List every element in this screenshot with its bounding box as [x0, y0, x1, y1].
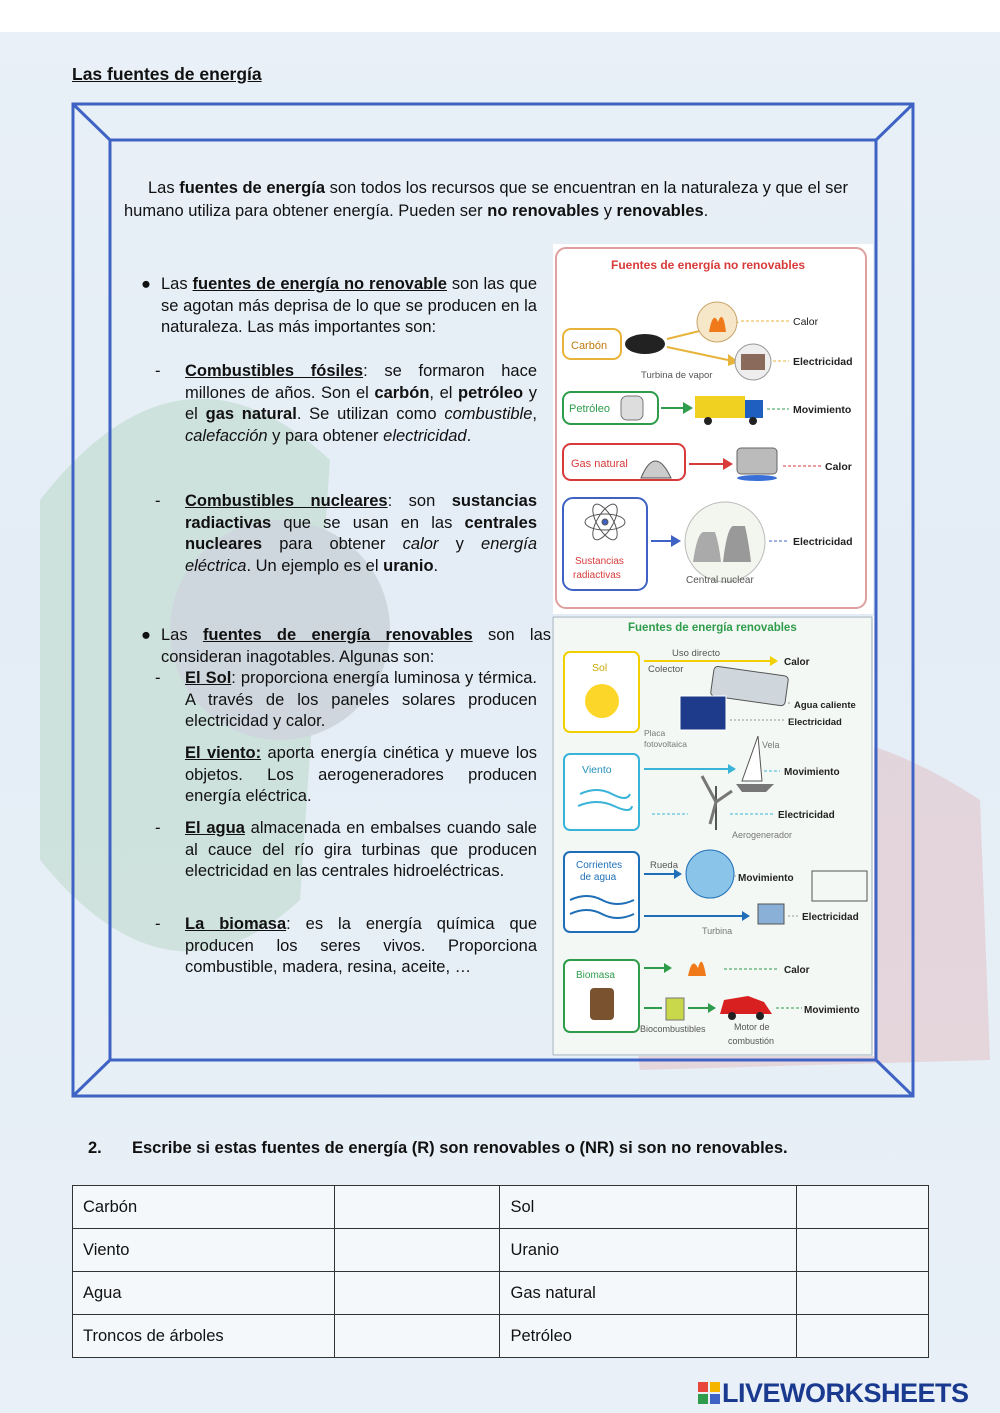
- table-row: [73, 1272, 929, 1315]
- item-el-viento: El viento: aporta energía cinética y mueve los objetos. Los aerogeneradores producen energía eléctrica.: [185, 744, 537, 805]
- svg-text:Calor: Calor: [784, 657, 810, 668]
- svg-text:de agua: de agua: [580, 872, 617, 883]
- logo-icon: [698, 1382, 720, 1404]
- svg-text:Electricidad: Electricidad: [802, 912, 859, 923]
- source-label: Carbón: [73, 1186, 335, 1229]
- svg-text:Petróleo: Petróleo: [569, 403, 610, 415]
- bullet-no-renovables: ● Las fuentes de energía no renovable son las que se agotan más deprisa de lo que se producen en la naturaleza. Las más importantes son:: [141, 275, 537, 336]
- svg-text:Electricidad: Electricidad: [793, 536, 853, 548]
- intro-paragraph: Las fuentes de energía son todos los recursos que se encuentran en la naturaleza y que el ser humano utiliza para obtener energía. Pueden ser no renovables y renovables.: [124, 179, 849, 220]
- svg-text:Movimiento: Movimiento: [793, 404, 852, 416]
- source-label: Petróleo: [500, 1315, 797, 1358]
- source-label: Gas natural: [500, 1272, 797, 1315]
- svg-text:radiactivas: radiactivas: [573, 570, 621, 581]
- svg-text:Electricidad: Electricidad: [778, 810, 835, 821]
- answer-cell[interactable]: [797, 1186, 929, 1229]
- barrel-icon: [621, 396, 643, 420]
- answer-cell[interactable]: [334, 1186, 500, 1229]
- hydro-turbine-icon: [758, 904, 784, 924]
- source-label: Uranio: [500, 1229, 797, 1272]
- fig-nr-title: Fuentes de energía no renovables: [611, 258, 806, 272]
- svg-text:Biocombustibles: Biocombustibles: [640, 1024, 706, 1034]
- page-title: Las fuentes de energía: [72, 64, 262, 84]
- liveworksheets-logo[interactable]: [698, 1378, 969, 1409]
- svg-text:Vela: Vela: [762, 740, 780, 750]
- fig-nr-carbon: Carbón: [571, 340, 608, 352]
- sun-icon: [585, 684, 619, 718]
- figure-no-renovables: [553, 244, 873, 614]
- coal-icon: [625, 334, 665, 354]
- answer-cell[interactable]: [334, 1272, 500, 1315]
- svg-text:Biomasa: Biomasa: [576, 970, 615, 981]
- truck-icon: [695, 396, 745, 418]
- svg-text:Viento: Viento: [582, 764, 612, 776]
- figure-renovables: [552, 616, 874, 1056]
- svg-text:Motor de: Motor de: [734, 1022, 770, 1032]
- bullet-renovables: ● Las fuentes de energía renovables son las consideran inagotables. Algunas son:: [141, 626, 551, 666]
- source-label: Troncos de árboles: [73, 1315, 335, 1358]
- svg-text:Sustancias: Sustancias: [575, 556, 624, 567]
- svg-text:Calor: Calor: [825, 461, 852, 473]
- svg-text:Uso directo: Uso directo: [672, 648, 721, 659]
- item-el-agua: - El agua almacenada en embalses cuando sale al cauce del río gira turbinas que producen electricidad en las centrales hidroeléctricas.: [155, 819, 537, 880]
- pot-icon: [737, 448, 777, 474]
- svg-text:Turbina de vapor: Turbina de vapor: [641, 370, 713, 381]
- exercise-question: 2. Escribe si estas fuentes de energía (R) son renovables o (NR) si son no renovables.: [88, 1139, 788, 1157]
- svg-text:Aerogenerador: Aerogenerador: [732, 830, 793, 840]
- source-label: Agua: [73, 1272, 335, 1315]
- item-combustibles-nucleares: - Combustibles nucleares: son sustancias radiactivas que se usan en las centrales nucleares para obtener calor y energía eléctrica. Un ejemplo es el uranio.: [155, 492, 538, 575]
- nuclear-plant-icon: [685, 502, 765, 582]
- log-icon: [590, 988, 614, 1020]
- svg-text:Movimiento: Movimiento: [784, 767, 840, 778]
- svg-text:Electricidad: Electricidad: [788, 717, 842, 728]
- svg-text:fotovoltaica: fotovoltaica: [644, 739, 687, 749]
- water-wheel-icon: [686, 850, 734, 898]
- table-row: [73, 1186, 929, 1229]
- table-row: [73, 1229, 929, 1272]
- item-el-sol: - El Sol: proporciona energía luminosa y térmica. A través de los paneles solares producen electricidad y calor.: [155, 669, 537, 730]
- svg-text:Calor: Calor: [793, 316, 819, 328]
- svg-text:combustión: combustión: [728, 1036, 775, 1046]
- source-label: Viento: [73, 1229, 335, 1272]
- svg-text:Colector: Colector: [648, 664, 684, 675]
- answer-cell[interactable]: [797, 1229, 929, 1272]
- fig-r-title: Fuentes de energía renovables: [628, 622, 797, 634]
- logo-text: LIVEWORKSHEETS: [722, 1378, 969, 1408]
- item-combustibles-fosiles: - Combustibles fósiles: se formaron hace millones de años. Son el carbón, el petróleo y el gas natural. Se utilizan como combustible, calefacción y para obtener electricidad.: [155, 362, 537, 445]
- svg-text:Electricidad: Electricidad: [793, 356, 853, 368]
- svg-text:Turbina: Turbina: [702, 926, 733, 936]
- svg-text:Sol: Sol: [592, 662, 608, 674]
- svg-text:Movimiento: Movimiento: [804, 1005, 860, 1016]
- svg-text:Gas natural: Gas natural: [571, 458, 628, 470]
- svg-text:Calor: Calor: [784, 965, 810, 976]
- svg-text:Corrientes: Corrientes: [576, 860, 623, 871]
- answer-cell[interactable]: [797, 1272, 929, 1315]
- item-la-biomasa: - La biomasa: es la energía química que producen los seres vivos. Proporciona combustible, madera, resina, aceite, …: [155, 915, 537, 976]
- table-row: [73, 1315, 929, 1358]
- source-label: Sol: [500, 1186, 797, 1229]
- answers-table: [72, 1185, 929, 1358]
- fuel-can-icon: [666, 998, 684, 1020]
- solar-panel-icon: [680, 696, 726, 730]
- svg-text:Rueda: Rueda: [650, 860, 678, 871]
- svg-text:Movimiento: Movimiento: [738, 873, 794, 884]
- answer-cell[interactable]: [797, 1315, 929, 1358]
- svg-text:Placa: Placa: [644, 728, 666, 738]
- answer-cell[interactable]: [334, 1229, 500, 1272]
- svg-text:Central nuclear: Central nuclear: [686, 575, 754, 586]
- answer-cell[interactable]: [334, 1315, 500, 1358]
- svg-text:Agua caliente: Agua caliente: [794, 700, 856, 711]
